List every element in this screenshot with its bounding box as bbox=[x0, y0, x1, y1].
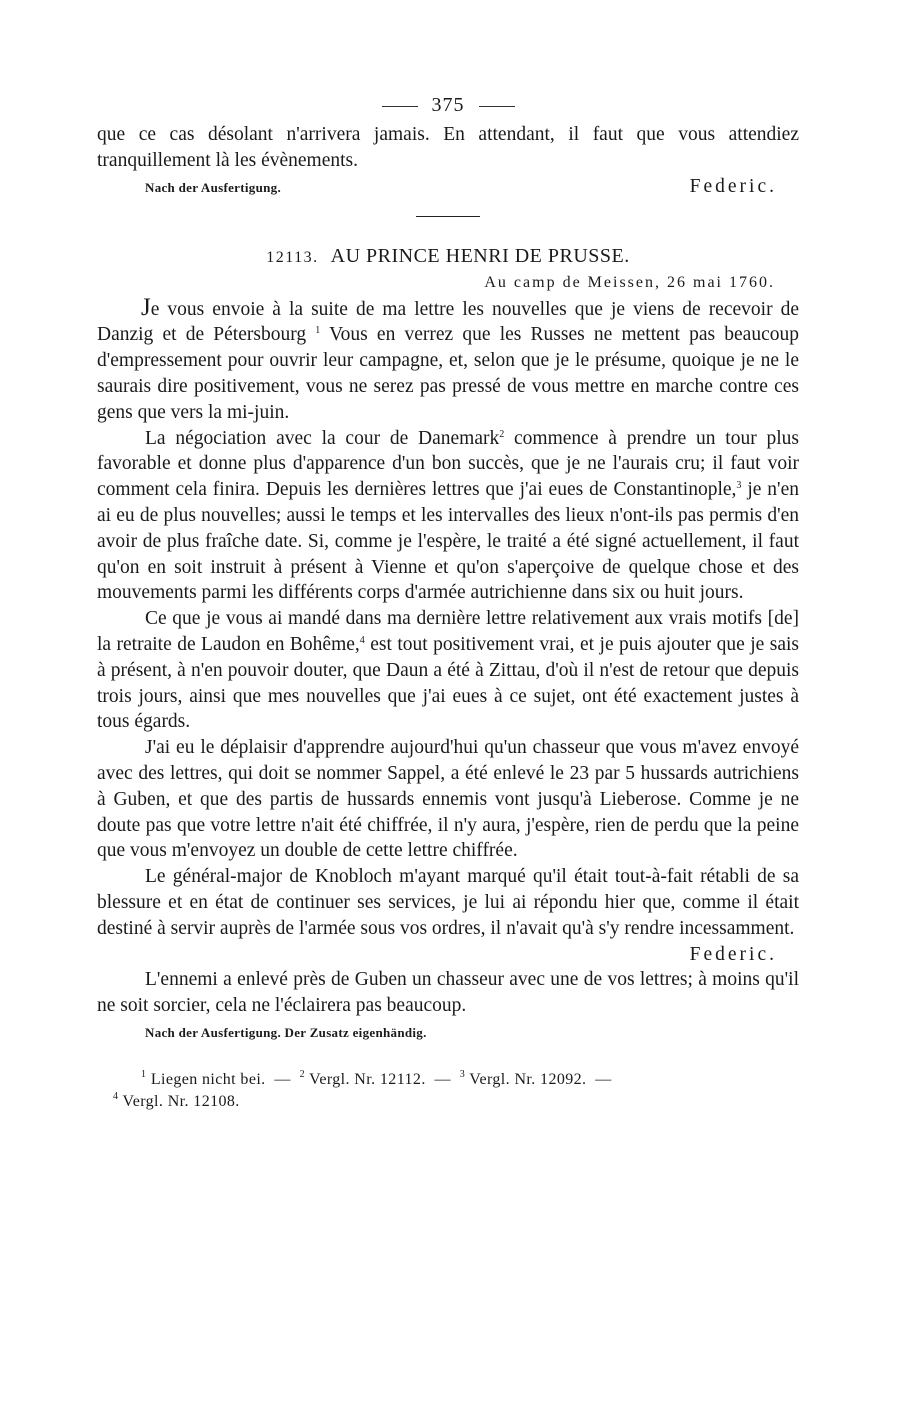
letter-signature: Federic. bbox=[689, 943, 777, 965]
letter-paragraph-1 bbox=[97, 295, 799, 426]
footnote-text: Vergl. Nr. 12112. bbox=[309, 1070, 426, 1088]
footnotes-line-2 bbox=[113, 1091, 799, 1113]
header-dash-right bbox=[479, 106, 515, 107]
letter-paragraph-5: Le général-major de Knobloch m'ayant marqué qu'il était tout-à-fait rétabli de sa blessure et en état de continuer ses services, je lui ai répondu hier que, comme il était destiné à servir auprès de l'armée sous vos ordres, il n'avait qu'à s'y rendre incessamment. bbox=[97, 866, 799, 939]
previous-letter-source: Nach der Ausfertigung. bbox=[145, 179, 282, 195]
section-divider bbox=[416, 216, 480, 217]
footnote-mark: 2 bbox=[299, 1068, 306, 1080]
paragraph-text: commence à prendre un tour plus favorable et donne plus d'apparence d'un bon succès, que je ne l'aurais cru; il faut voir comment cela finira. Depuis les dernières lettres que j'ai eues de Constantinople, bbox=[97, 427, 799, 501]
footnote-text: Vergl. Nr. 12108. bbox=[122, 1092, 240, 1110]
footnote-ref-4: 4 bbox=[359, 634, 365, 646]
footnote-1 bbox=[141, 1068, 266, 1088]
letter-heading bbox=[97, 243, 799, 271]
paragraph-text: Ce que je vous ai mandé dans ma dernière lettre relativement aux vrais motifs [de] la retraite de Laudon en Bohême, bbox=[97, 608, 799, 655]
paragraph-text: e vous envoie à la suite de ma lettre les nouvelles que je viens de recevoir de Danzig et de Pétersbourg bbox=[97, 298, 799, 346]
footnote-mark: 4 bbox=[113, 1090, 119, 1102]
paragraph-text: je n'en ai eu de plus nouvelles; aussi le temps et les intervalles des lieux n'ont-ils pas permis d'en avoir de plus fraîche date. Si, comme je l'espère, le traité a été signé actuellement, il faut qu'on en soit instruit à présent à Vienne et qu'on s'aperçoive de quelque chose et des mouvements parmi les différents corps d'armée autrichienne dans six ou huit jours. bbox=[97, 479, 799, 604]
previous-letter-closing: que ce cas désolant n'arrivera jamais. En attendant, il faut que vous attendiez tranquillement là les évènements. bbox=[97, 124, 799, 171]
paragraph-text: La négociation avec la cour de Danemark bbox=[145, 427, 500, 449]
footnote-2 bbox=[299, 1068, 426, 1088]
footnote-separator: — bbox=[274, 1070, 291, 1088]
letter-paragraph-3 bbox=[97, 606, 799, 735]
page-number: 375 bbox=[431, 94, 465, 116]
previous-letter-signature: Federic. bbox=[689, 175, 777, 197]
letter-postscript: L'ennemi a enlevé près de Guben un chasseur avec une de vos lettres; à moins qu'il ne soit sorcier, cela ne l'éclairera pas beaucoup. bbox=[97, 969, 799, 1017]
footnote-text: Liegen nicht bei. bbox=[150, 1070, 266, 1088]
paragraph-text: Vous en verrez que les Russes ne mettent pas beaucoup d'empressement pour ouvrir leur campagne, et, selon que je le présume, quoique je ne le saurais dire positivement, vous ne serez pas pressé de vous mettre en marche contre ces gens que vers la mi-juin. bbox=[97, 324, 799, 423]
footnotes bbox=[97, 1069, 799, 1113]
footnote-ref-3: 3 bbox=[736, 480, 742, 492]
letter-paragraph-2 bbox=[97, 426, 799, 607]
footnote-separator: — bbox=[434, 1070, 451, 1088]
letter-paragraph-4: J'ai eu le déplaisir d'apprendre aujourd'hui qu'un chasseur que vous m'avez envoyé avec des lettres, qui doit se nommer Sappel, a été enlevé le 23 par 5 hussards autrichiens à Guben, et que des partis de hussards ennemis vont jusqu'à Lieberose. Comme je ne doute pas que votre lettre n'ait été chiffrée, il n'y aura, j'espère, rien de perdu que la peine que vous m'envoyez un double de cette lettre chiffrée. bbox=[97, 737, 799, 862]
letter-title: AU PRINCE HENRI DE PRUSSE. bbox=[330, 244, 630, 267]
drop-cap: J bbox=[141, 293, 151, 321]
paragraph-text: est tout positivement vrai, et je puis ajouter que je sais à présent, à n'en pouvoir douter, que Daun a été à Zittau, d'où il n'est de retour que depuis trois jours, ainsi que mes nouvelles que j'ai eues à ce sujet, ont été exactement justes à tous égards. bbox=[97, 633, 799, 733]
footnote-3 bbox=[459, 1068, 587, 1088]
letter-source: Nach der Ausfertigung. Der Zusatz eigenhändig. bbox=[145, 1024, 427, 1040]
letter-number: 12113. bbox=[266, 248, 319, 266]
footnote-4 bbox=[113, 1090, 240, 1110]
header-dash-left bbox=[382, 106, 418, 107]
document-page bbox=[97, 88, 799, 1113]
letter-dateline: Au camp de Meissen, 26 mai 1760. bbox=[484, 273, 775, 291]
footnotes-line-1 bbox=[141, 1069, 799, 1091]
footnote-text: Vergl. Nr. 12092. bbox=[469, 1070, 587, 1088]
footnote-mark: 1 bbox=[141, 1068, 147, 1080]
footnote-mark: 3 bbox=[459, 1068, 466, 1080]
footnote-ref-1: 1 bbox=[315, 325, 321, 337]
previous-letter-footer bbox=[97, 176, 799, 198]
footnote-ref-2: 2 bbox=[499, 428, 505, 440]
page-header bbox=[97, 88, 799, 122]
footnote-separator: — bbox=[595, 1070, 612, 1088]
